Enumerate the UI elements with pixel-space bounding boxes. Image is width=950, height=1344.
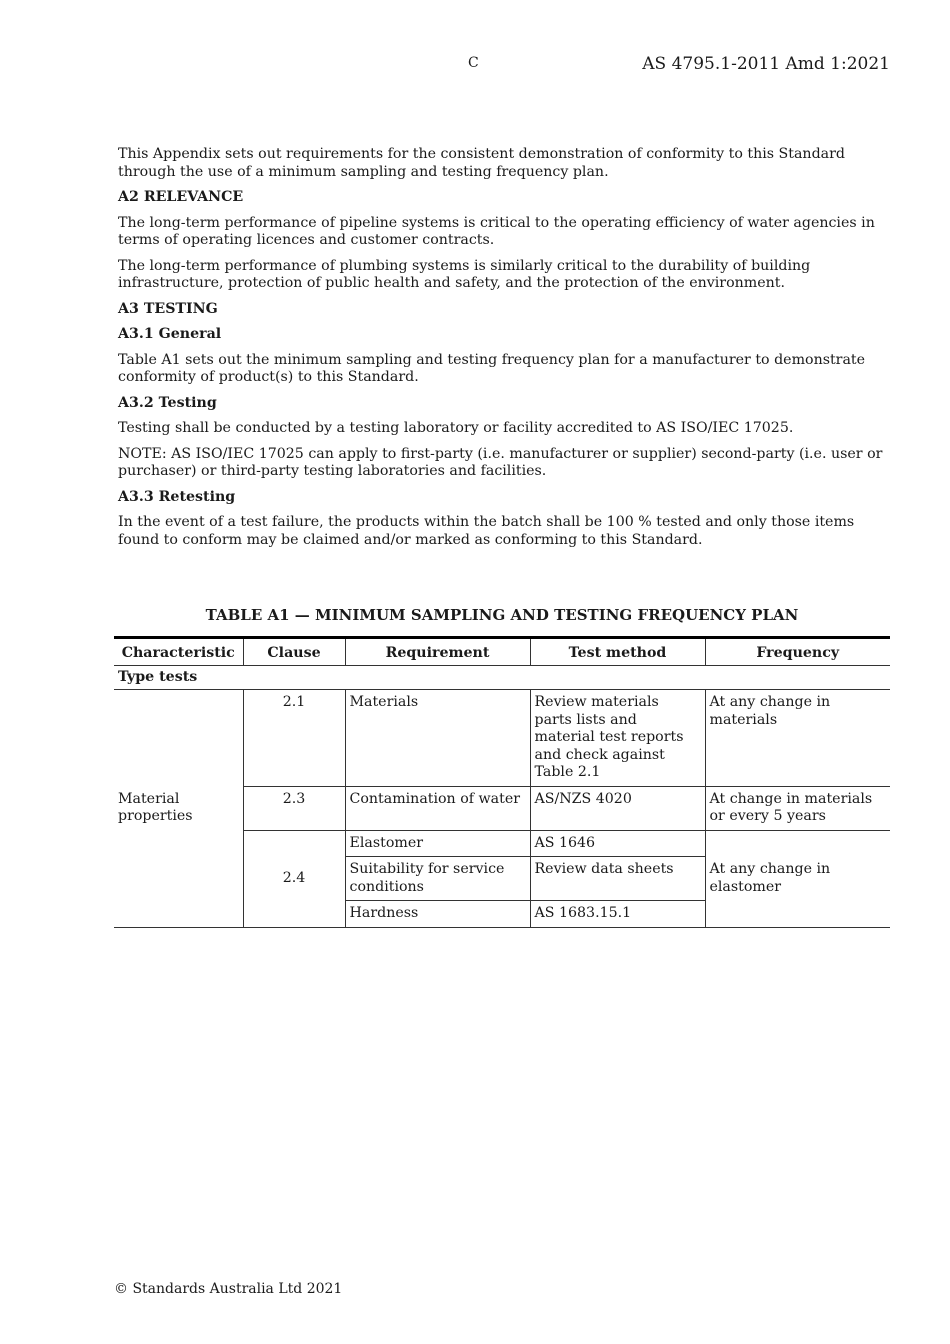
table-row: [114, 690, 890, 787]
a2-paragraph-2: The long-term performance of plumbing systems is similarly critical to the durability of building infrastructure, protection of public health and safety, and the protection of the environment.: [118, 257, 811, 291]
test-method-cell: AS/NZS 4020: [530, 786, 705, 830]
a2-paragraph-1: The long-term performance of pipeline systems is critical to the operating efficiency of water agencies in terms of operating licences and customer contracts.: [118, 214, 875, 248]
a33-paragraph: In the event of a test failure, the products within the batch shall be 100 % tested and only those items found to conform may be claimed and/or marked as conforming to this Standard.: [118, 514, 855, 548]
frequency-cell: At any change in elastomer: [705, 830, 890, 927]
a33-heading: A3.3 Retesting: [118, 488, 236, 505]
intro-paragraph: This Appendix sets out requirements for the consistent demonstration of conformity to this Standard through the use of a minimum sampling and testing frequency plan.: [118, 146, 845, 180]
a31-paragraph: Table A1 sets out the minimum sampling and testing frequency plan for a manufacturer to demonstrate conformity of product(s) to this Standard.: [118, 351, 866, 385]
col-header-requirement: Requirement: [345, 638, 530, 666]
frequency-plan-table: [114, 636, 890, 928]
a3-heading: A3 TESTING: [118, 300, 218, 317]
test-method-cell: AS 1683.15.1: [530, 901, 705, 928]
a31-heading: A3.1 General: [118, 326, 222, 342]
requirement-cell: Hardness: [345, 901, 530, 928]
table-header-row: [114, 638, 890, 666]
copyright-footer: © Standards Australia Ltd 2021: [114, 1281, 343, 1297]
frequency-cell: At change in materials or every 5 years: [705, 786, 890, 830]
standard-number: AS 4795.1-2011 Amd 1:2021: [642, 54, 890, 74]
col-header-clause: Clause: [243, 638, 345, 666]
a32-note: NOTE: AS ISO/IEC 17025 can apply to first-party (i.e. manufacturer or supplier) second-party (i.e. user or purchaser) or third-party testing laboratories and facilities.: [118, 445, 883, 479]
header-mark: C: [468, 55, 479, 71]
frequency-cell: At any change in materials: [705, 690, 890, 787]
requirement-cell: Contamination of water: [345, 786, 530, 830]
section-row: [114, 665, 890, 690]
test-method-cell: AS 1646: [530, 830, 705, 857]
test-method-cell: Review data sheets: [530, 857, 705, 901]
requirement-cell: Suitability for service conditions: [345, 857, 530, 901]
clause-cell: 2.4: [243, 830, 345, 927]
col-header-characteristic: Characteristic: [114, 638, 243, 666]
a32-paragraph: Testing shall be conducted by a testing laboratory or facility accredited to AS ISO/IEC 17025.: [118, 420, 794, 436]
a32-heading: A3.2 Testing: [118, 394, 217, 411]
characteristic-cell: Material properties: [114, 690, 243, 928]
section-label: Type tests: [114, 665, 890, 690]
clause-cell: 2.3: [243, 786, 345, 830]
table-title: TABLE A1 — MINIMUM SAMPLING AND TESTING FREQUENCY PLAN: [205, 606, 799, 624]
requirement-cell: Elastomer: [345, 830, 530, 857]
appendix-body: [118, 146, 890, 557]
clause-cell: 2.1: [243, 690, 345, 787]
a2-heading: A2 RELEVANCE: [118, 189, 244, 205]
col-header-frequency: Frequency: [705, 638, 890, 666]
requirement-cell: Materials: [345, 690, 530, 787]
test-method-cell: Review materials parts lists and material test reports and check against Table 2.1: [530, 690, 705, 787]
col-header-test-method: Test method: [530, 638, 705, 666]
